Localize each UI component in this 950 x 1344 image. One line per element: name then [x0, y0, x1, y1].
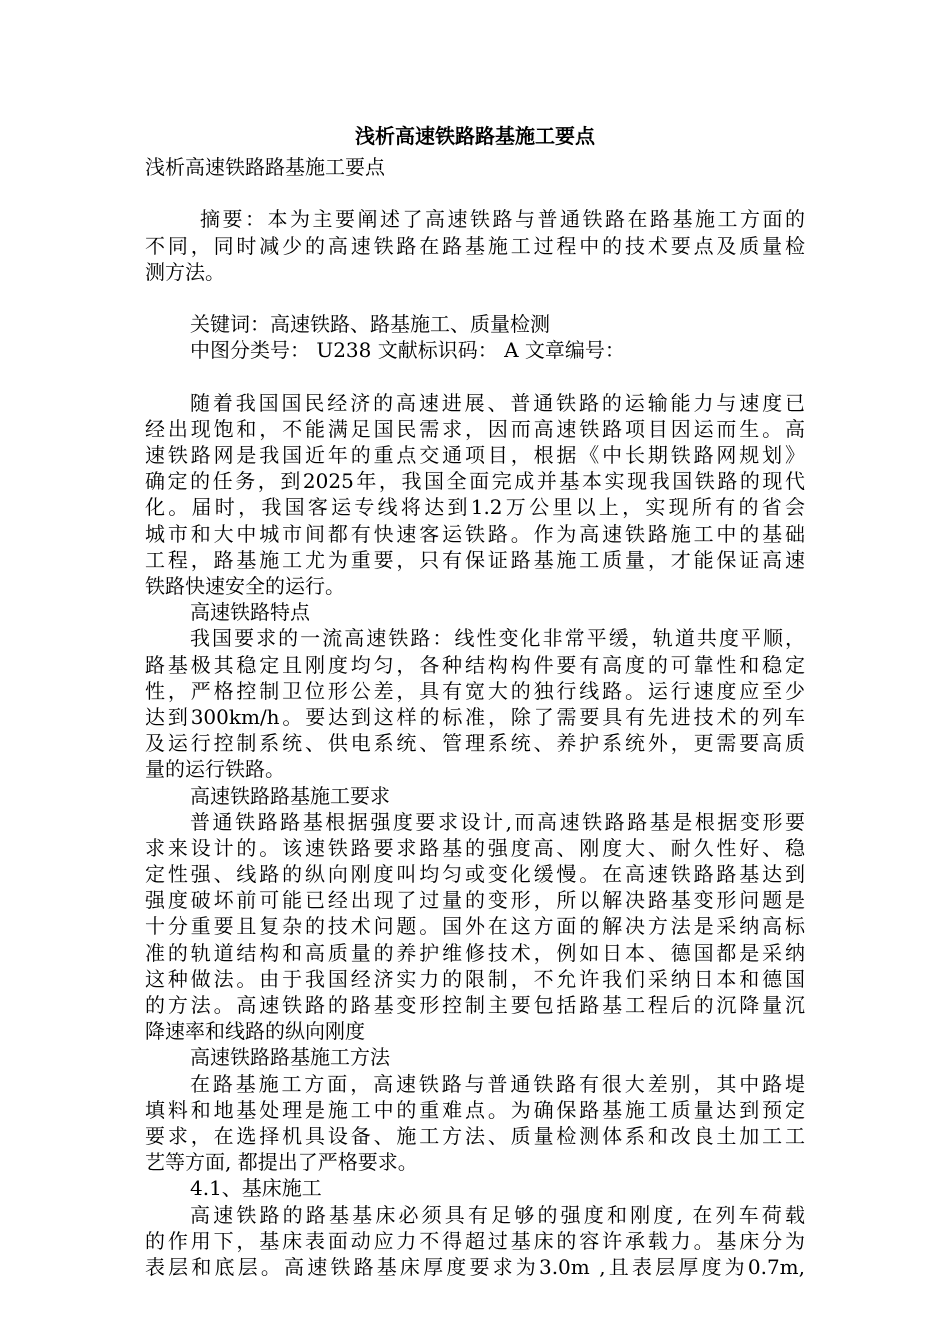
abstract-line: 摘要：本为主要阐述了高速铁路与普通铁路在路基施工方面的	[200, 207, 805, 232]
section-paragraph	[145, 625, 805, 782]
section-heading: 高速铁路路基施工方法	[190, 1045, 390, 1070]
abstract-line: 不同，同时减少的高速铁路在路基施工过程中的技术要点及质量检	[145, 233, 805, 258]
paragraph-line: 我国要求的一流高速铁路：线性变化非常平缓，轨道共度平顺，	[190, 626, 805, 651]
section-paragraph	[145, 1202, 805, 1281]
paragraph-line: 的作用下，基床表面动应力不得超过基床的容许承载力。基床分为	[145, 1228, 805, 1253]
paragraph-line: 速铁路网是我国近年的重点交通项目，根据《中长期铁路网规划》	[145, 443, 805, 468]
paragraph-line: 普通铁路路基根据强度要求设计,而高速铁路路基是根据变形要	[190, 809, 805, 834]
paragraph-line: 经出现饱和，不能满足国民需求，因而高速铁路项目因运而生。高	[145, 416, 805, 441]
paragraph-line: 在路基施工方面，高速铁路与普通铁路有很大差别，其中路堤	[190, 1071, 805, 1096]
abstract	[145, 206, 805, 285]
paragraph-line: 十分重要且复杂的技术问题。国外在这方面的解决方法是采纳高标	[145, 914, 805, 939]
paragraph-line: 表层和底层。高速铁路基床厚度要求为3.0m ,且表层厚度为0.7m,	[145, 1254, 805, 1279]
abstract-line: 测方法。	[145, 259, 225, 284]
document-subtitle: 浅析高速铁路路基施工要点	[145, 155, 385, 179]
paragraph-line: 达到300km/h。要达到这样的标准，除了需要具有先进技术的列车	[145, 704, 805, 729]
paragraph-line: 强度破坏前可能已经出现了过量的变形，所以解决路基变形问题是	[145, 888, 805, 913]
section-paragraph	[145, 1071, 805, 1176]
paragraph-line: 填料和地基处理是施工中的重难点。为确保路基施工质量达到预定	[145, 1097, 805, 1122]
section-heading: 高速铁路路基施工要求	[190, 783, 390, 808]
paragraph-line: 艺等方面, 都提出了严格要求。	[145, 1150, 418, 1175]
section-heading: 高速铁路特点	[190, 600, 310, 625]
paragraph-line: 确定的任务，到2025年，我国全面完成并基本实现我国铁路的现代	[145, 469, 805, 494]
paragraph-line: 要求，在选择机具设备、施工方法、质量检测体系和改良土加工工	[145, 1123, 805, 1148]
document-title: 浅析高速铁路路基施工要点	[355, 124, 595, 148]
paragraph-line: 求来设计的。该速铁路要求路基的强度高、刚度大、耐久性好、稳	[145, 835, 805, 860]
paragraph-line: 城市和大中城市间都有快速客运铁路。作为高速铁路施工中的基础	[145, 521, 805, 546]
paragraph-line: 及运行控制系统、供电系统、管理系统、养护系统外，更需要高质	[145, 731, 805, 756]
paragraph-line: 降速率和线路的纵向刚度	[145, 1019, 365, 1044]
paragraph-line: 的方法。高速铁路的路基变形控制主要包括路基工程后的沉降量沉	[145, 993, 805, 1017]
document-page	[145, 118, 805, 1280]
paragraph-line: 铁路快速安全的运行。	[145, 574, 345, 598]
section-paragraph	[145, 809, 805, 1045]
paragraph-line: 路基极其稳定且刚度均匀，各种结构构件要有高度的可靠性和稳定	[145, 652, 805, 677]
spacer	[145, 364, 805, 390]
keywords: 关键词：高速铁路、路基施工、质量检测	[190, 312, 550, 337]
paragraph-line: 化。届时，我国客运专线将达到1.2万公里以上，实现所有的省会	[145, 495, 805, 520]
spacer	[145, 180, 805, 206]
classification: 中图分类号： U238 文献标识码： A 文章编号：	[190, 338, 625, 363]
paragraph-line: 高速铁路的路基基床必须具有足够的强度和刚度, 在列车荷载	[190, 1202, 805, 1227]
paragraph-line: 准的轨道结构和高质量的养护维修技术，例如日本、德国都是采纳	[145, 940, 805, 965]
subsection-heading: 4.1、基床施工	[190, 1176, 322, 1201]
paragraph-line: 工程，路基施工尤为重要，只有保证路基施工质量，才能保证高速	[145, 547, 805, 572]
intro-paragraph	[145, 390, 805, 600]
paragraph-line: 随着我国国民经济的高速进展、普通铁路的运输能力与速度已	[190, 390, 805, 415]
paragraph-line: 量的运行铁路。	[145, 757, 285, 782]
paragraph-line: 性，严格控制卫位形公差，具有宽大的独行线路。运行速度应至少	[145, 678, 805, 703]
spacer	[145, 285, 805, 311]
paragraph-line: 这种做法。由于我国经济实力的限制，不允许我们采纳日本和德国	[145, 966, 805, 991]
paragraph-line: 定性强、线路的纵向刚度叫均匀或变化缓慢。在高速铁路路基达到	[145, 862, 805, 887]
